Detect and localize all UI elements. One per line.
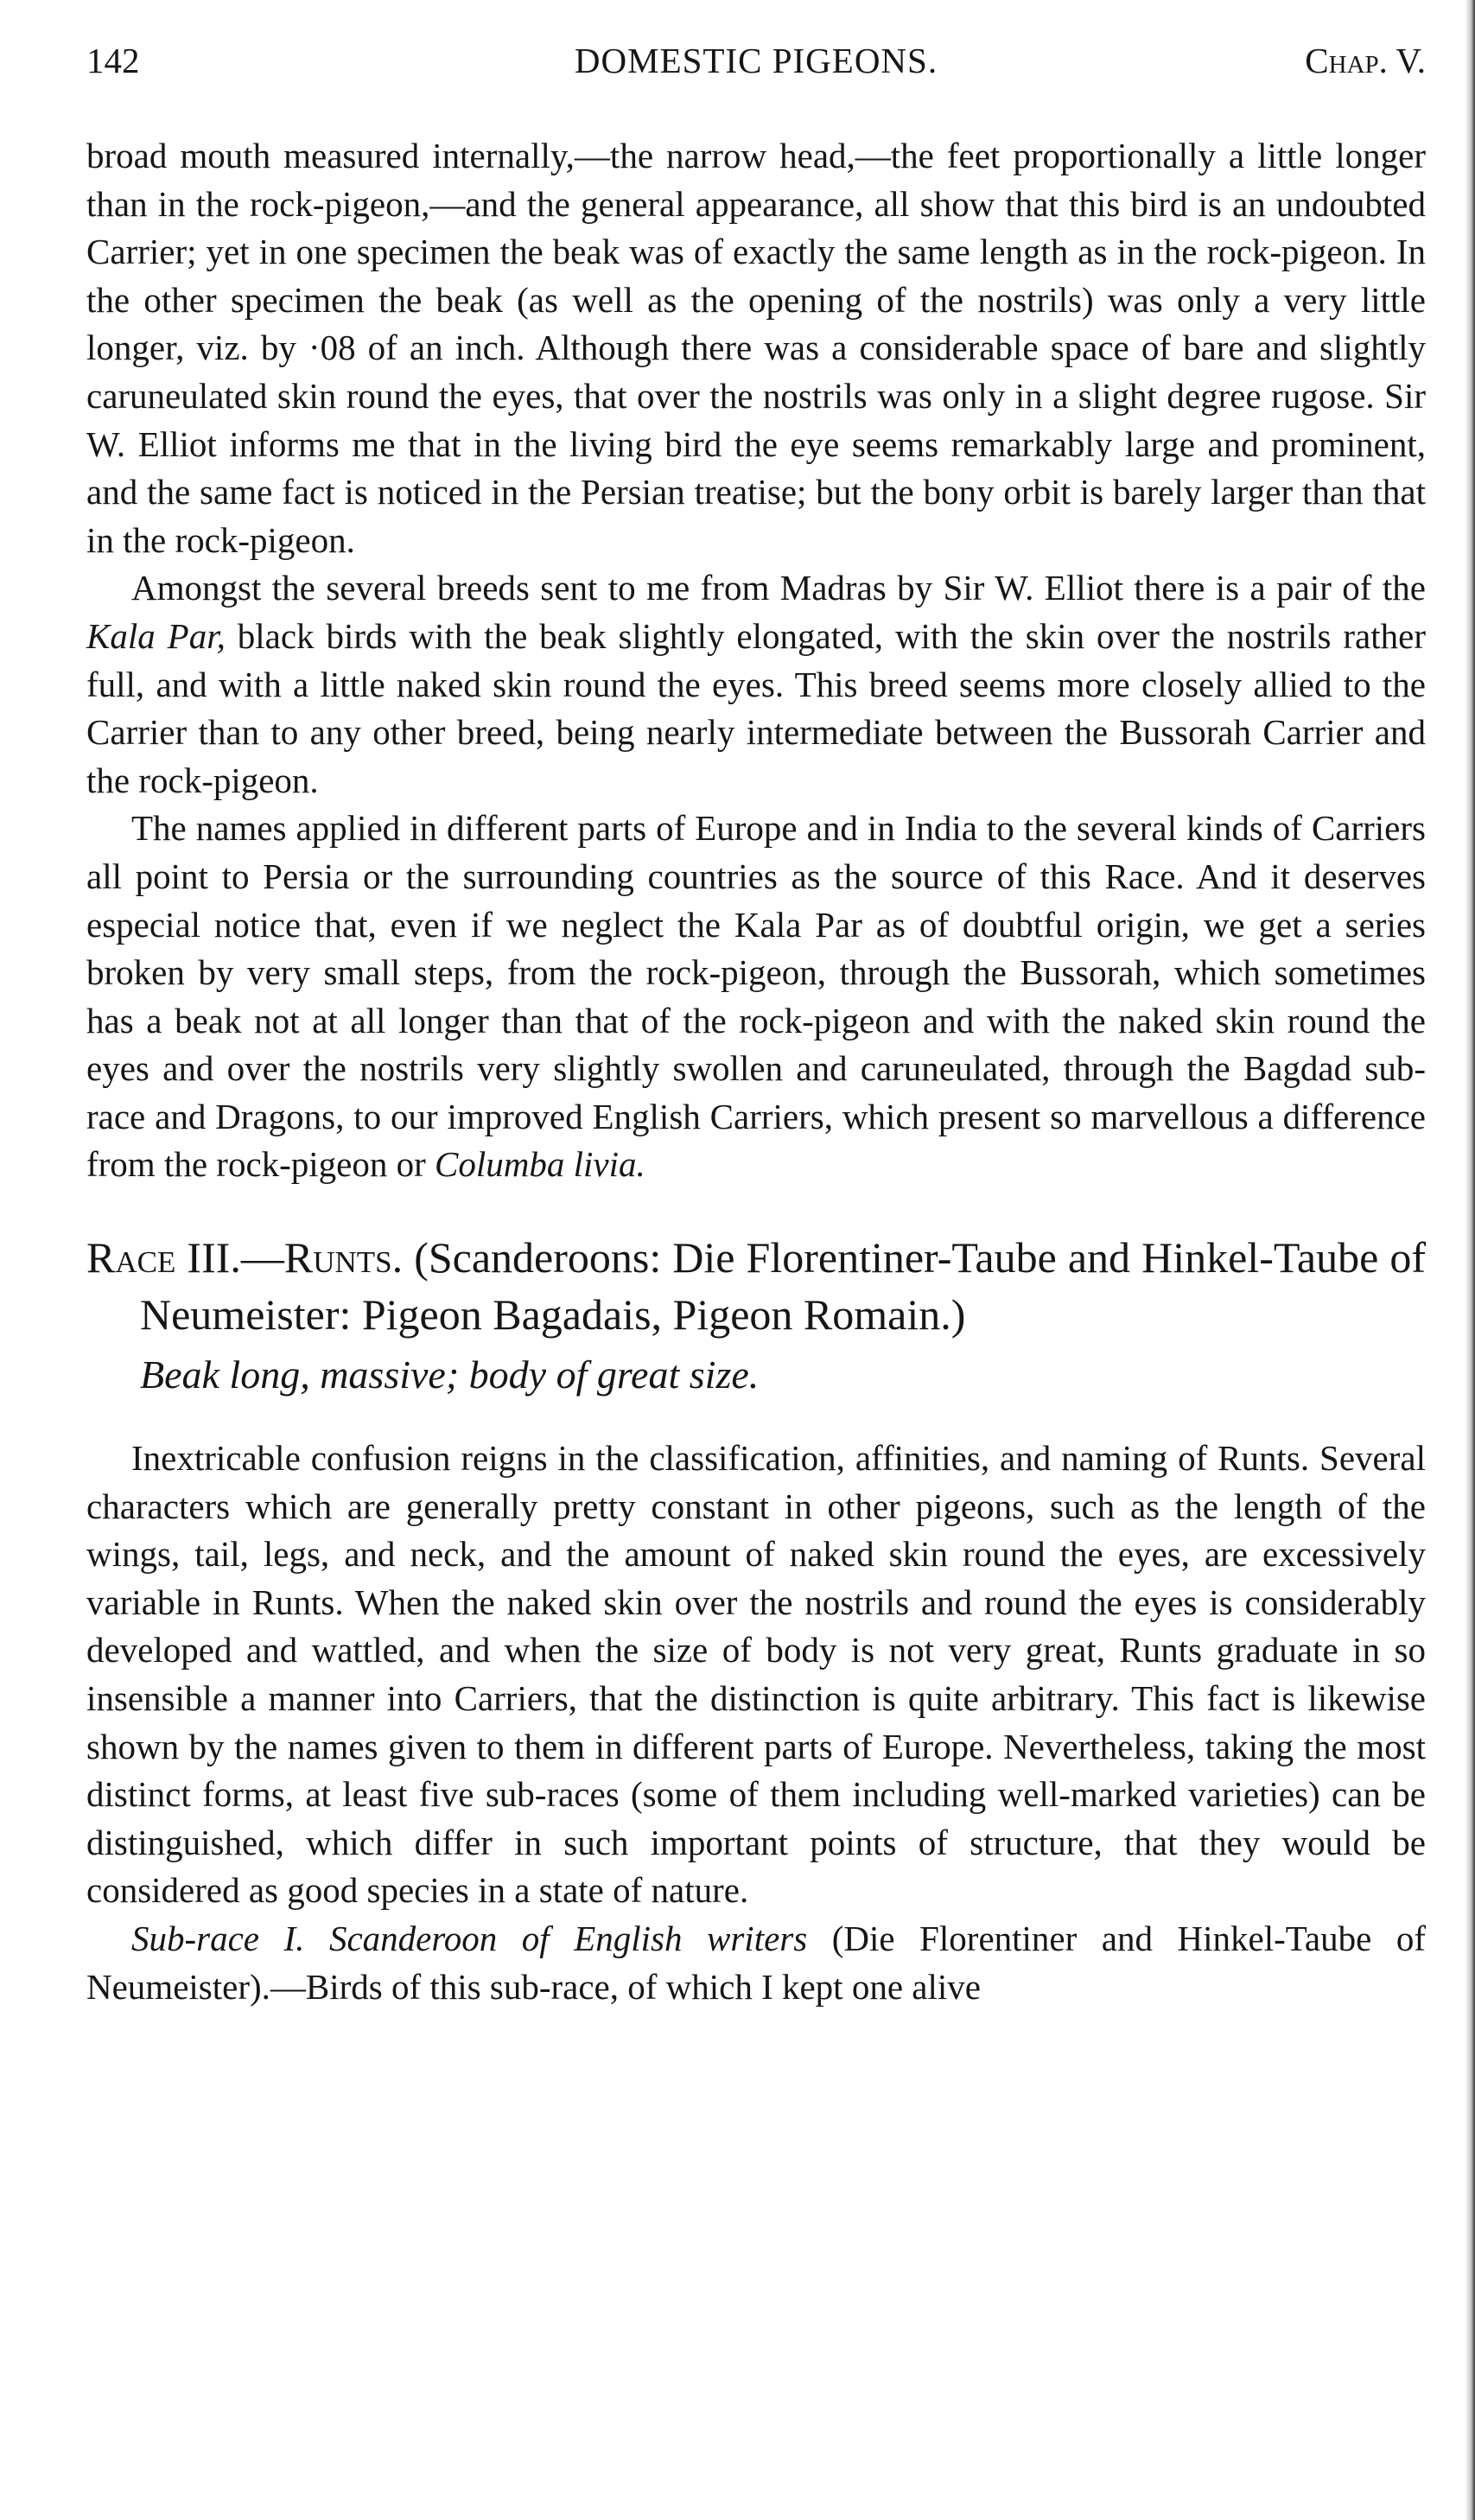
text-run: black birds with the beak slightly elongated, with the skin over the nostrils rather full, and with a little naked skin round the eyes. This breed seems more closely allied to the Carrier than to any other breed, being nearly intermediate between the Bussorah Carrier and the rock-pigeon. [86,615,1426,800]
paragraph-sub-race-one [86,1915,1426,2011]
text-run: (Die Florentiner and Hinkel-Taube of Neumeister).—Birds of this sub-race, of which I kept one alive [86,1919,1426,2007]
page-number: 142 [86,41,140,80]
running-title: DOMESTIC PIGEONS. [574,41,938,80]
page-body [86,132,1426,2011]
paragraph-carrier-origin [86,805,1426,1189]
race-name: Runts. [283,1233,404,1282]
text-run: The names applied in different parts of Europe and in India to the several kinds of Carriers all point to Persia or the surrounding countries as the source of this Race. And it deserves especial notice that, even if we neglect the Kala Par as of doubtful origin, we get a series broken by very small steps, from the rock-pigeon, through the Bussorah, which sometimes has a beak not at all longer than that of the rock-pigeon and with the naked skin round the eyes and over the nostrils very slightly swollen and caruneulated, through the Bagdad sub-race and Dragons, to our improved English Carriers, which present so marvellous a difference from the rock-pigeon or [86,808,1426,1185]
text-run: Amongst the several breeds sent to me from Madras by Sir W. Elliot there is a pair of the [131,568,1426,608]
paragraph-kala-par [86,564,1426,805]
italic-term-columba-livia: Columba livia. [435,1144,645,1185]
race-synonyms: (Scanderoons: Die Florentiner-Taube and Hinkel-Taube of Neumeister: Pigeon Bagadais, Pigeon Romain.) [140,1233,1426,1340]
race-label: Race III. [86,1233,241,1282]
running-header [86,35,1426,86]
paragraph-carrier-continued: broad mouth measured internally,—the narrow head,—the feet proportionally a little longer than in the rock-pigeon,—and the general appearance, all show that this bird is an undoubted Carrier; yet in one specimen the beak was of exactly the same length as in the rock-pigeon. In the other specimen the beak (as well as the opening of the nostrils) was only a very little longer, viz. by ·08 of an inch. Although there was a considerable space of bare and slightly caruneulated skin round the eyes, that over the nostrils was only in a slight degree rugose. Sir W. Elliot informs me that in the living bird the eye seems remarkably large and prominent, and the same fact is noticed in the Persian treatise; but the bony orbit is barely larger than that in the rock-pigeon. [86,136,1426,560]
race-heading [86,1229,1426,1343]
italic-term-kala-par: Kala Par, [86,615,226,656]
page-edge-shadow [1465,0,1475,2520]
italic-sub-race-title: Sub-race I. Scanderoon of English writers [131,1919,808,1958]
paragraph-runts-confusion: Inextricable confusion reigns in the classification, affinities, and naming of Runts. Several characters which are generally pretty constant in other pigeons, such as the length of the wings, tail, legs, and neck, and the amount of naked skin round the eyes, are excessively variable in Runts. When the naked skin over the nostrils and round the eyes is considerably developed and wattled, and when the size of body is not very great, Runts graduate in so insensible a manner into Carriers, that the distinction is quite arbitrary. This fact is likewise shown by the names given to them in different parts of Europe. Nevertheless, taking the most distinct forms, at least five sub-races (some of them including well-marked varieties) can be distinguished, which differ in such important points of structure, that they would be considered as good species in a state of nature. [86,1438,1426,1911]
race-dash: — [240,1233,284,1282]
race-subtitle: Beak long, massive; body of great size. [140,1352,760,1397]
chapter-label: Chap. V. [1305,41,1426,80]
